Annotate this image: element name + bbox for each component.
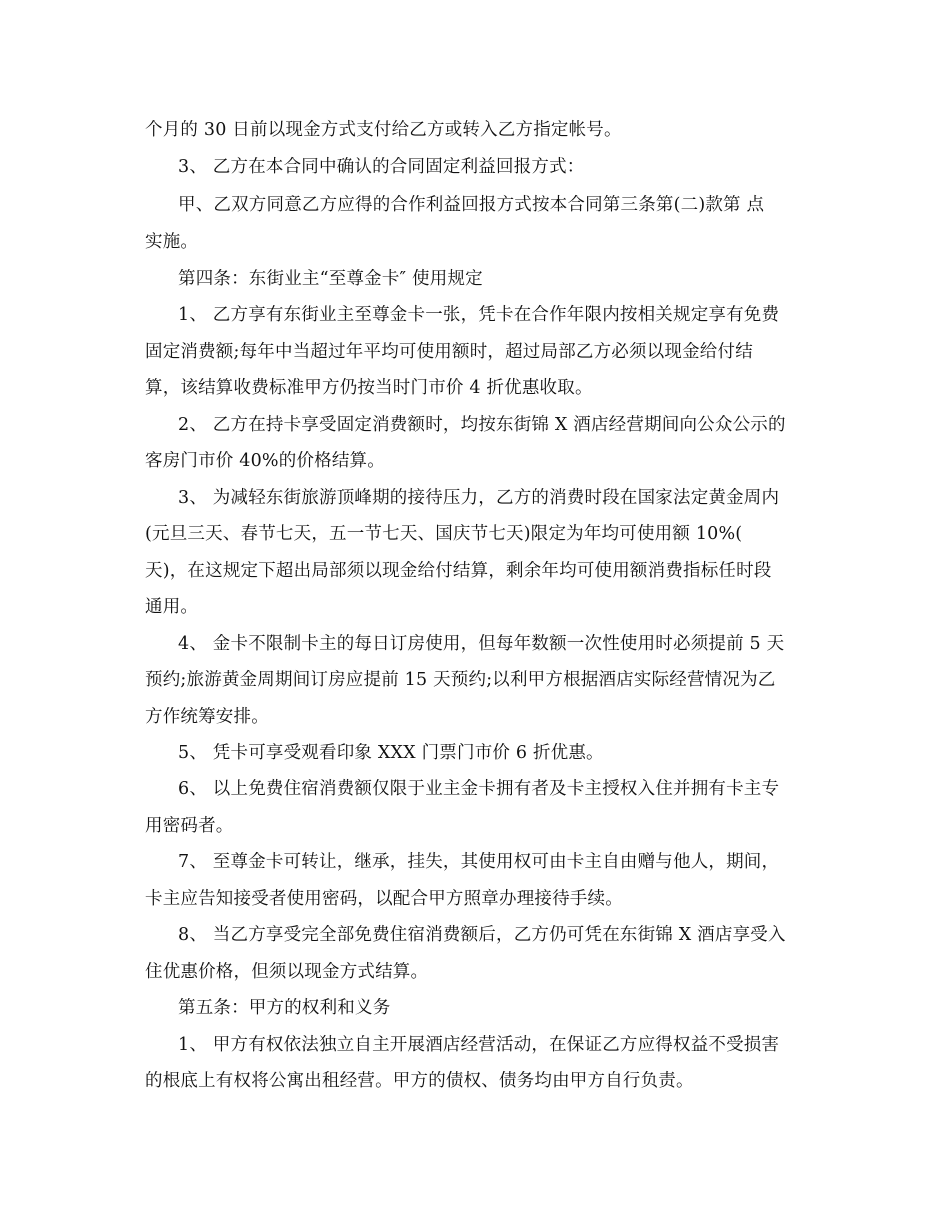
text-line-3: 甲、乙双方同意乙方应得的合作利益回报方式按本合同第三条第(二)款第 点 (178, 195, 765, 215)
text-line-27: 的根底上有权将公寓出租经营。甲方的债权、债务均由甲方自行负责。 (145, 1071, 694, 1091)
text-line-24: 住优惠价格，但须以现金方式结算。 (145, 962, 429, 982)
text-line-18: 5、 凭卡可享受观看印象 XXX 门票门市价 6 折优惠。 (178, 743, 604, 763)
text-line-20: 用密码者。 (145, 816, 234, 836)
text-line-15: 4、 金卡不限制卡主的每日订房使用，但每年数额一次性使用时必须提前 5 天 (178, 634, 785, 654)
text-line-14: 通用。 (145, 597, 199, 617)
text-line-8: 算，该结算收费标准甲方仍按当时门市价 4 折优惠收取。 (145, 378, 593, 398)
text-line-1: 个月的 30 日前以现金方式支付给乙方或转入乙方指定帐号。 (145, 120, 622, 140)
text-line-22: 卡主应告知接受者使用密码，以配合甲方照章办理接待手续。 (145, 889, 623, 909)
section-heading-5: 第五条：甲方的权利和义务 (178, 998, 391, 1018)
text-line-11: 3、 为减轻东街旅游顶峰期的接待压力，乙方的消费时段在国家法定黄金周内 (178, 488, 780, 508)
text-line-12: (元旦三天、春节七天，五一节七天、国庆节七天)限定为年均可使用额 10%( (145, 524, 743, 544)
text-line-2: 3、 乙方在本合同中确认的合同固定利益回报方式： (178, 157, 585, 177)
text-line-23: 8、 当乙方享受完全部免费住宿消费额后，乙方仍可凭在东街锦 X 酒店享受入 (178, 925, 786, 945)
text-line-19: 6、 以上免费住宿消费额仅限于业主金卡拥有者及卡主授权入住并拥有卡主专 (178, 779, 780, 799)
text-line-16: 预约;旅游黄金周期间订房应提前 15 天预约;以利甲方根据酒店实际经营情况为乙 (145, 670, 776, 690)
text-line-17: 方作统筹安排。 (145, 707, 269, 727)
text-line-10: 客房门市价 40%的价格结算。 (145, 451, 385, 471)
text-line-6: 1、 乙方享有东街业主至尊金卡一张，凭卡在合作年限内按相关规定享有免费 (178, 305, 780, 325)
text-line-13: 天)，在这规定下超出局部须以现金给付结算，剩余年均可使用额消费指标任时段 (145, 561, 772, 581)
section-heading-4: 第四条：东街业主“至尊金卡″ 使用规定 (178, 269, 483, 289)
text-line-21: 7、 至尊金卡可转让，继承，挂失，其使用权可由卡主自由赠与他人，期间， (178, 852, 780, 872)
text-line-26: 1、 甲方有权依法独立自主开展酒店经营活动，在保证乙方应得权益不受损害 (178, 1035, 780, 1055)
text-line-9: 2、 乙方在持卡享受固定消费额时，均按东街锦 X 酒店经营期间向公众公示的 (178, 415, 786, 435)
text-line-4: 实施。 (145, 232, 199, 252)
text-line-7: 固定消费额;每年中当超过年平均可使用额时，超过局部乙方必须以现金给付结 (145, 342, 753, 362)
